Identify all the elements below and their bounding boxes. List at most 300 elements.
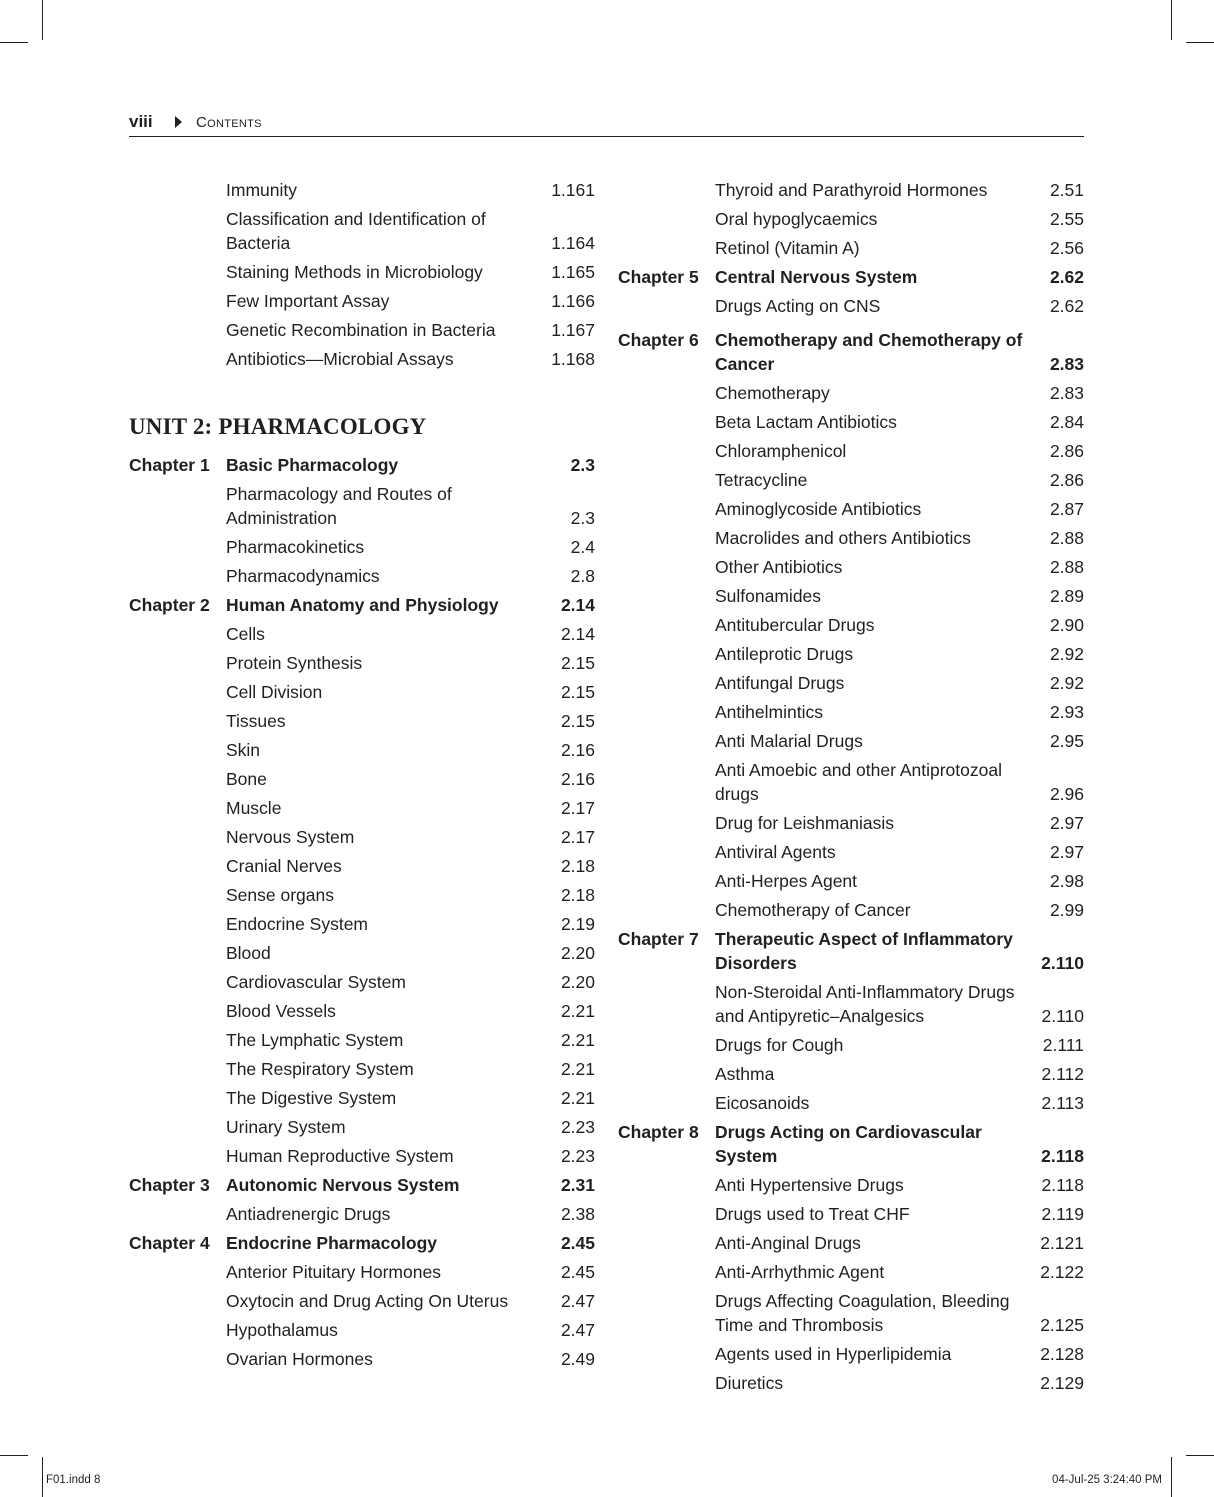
entry-title: Chloramphenicol [715,441,847,461]
page-number: 2.111 [1042,1035,1084,1055]
entry-title: Drugs Affecting Coagulation, Bleeding Time and Thrombosis [715,1291,1010,1335]
toc-entry-row [129,1115,595,1139]
toc-entry-row [618,1062,1084,1086]
toc-chapter-row [129,1173,595,1197]
entry-title: Skin [226,740,261,760]
page-number: 2.84 [1049,412,1084,432]
entry-title: Drugs Acting on CNS [715,296,881,316]
entry-title: Pharmacokinetics [226,537,365,557]
toc-entry-row [618,497,1084,521]
entry-title: Pharmacology and Routes of Administration [226,484,452,528]
page-number: 1.165 [551,262,595,282]
toc-entry-row [618,1371,1084,1395]
entry-title: Muscle [226,798,282,818]
chapter-label [618,1371,715,1395]
entry-title: Urinary System [226,1117,346,1137]
toc-entry-row [129,207,595,255]
chapter-label [618,869,715,893]
chapter-label [129,535,226,559]
page-number: 2.129 [1040,1373,1084,1393]
page-number: 2.83 [1049,354,1084,374]
entry-title: Oral hypoglycaemics [715,209,878,229]
page-number: 2.97 [1049,813,1084,833]
crop-mark [42,0,43,40]
page-number: 2.14 [560,624,595,644]
toc-entry-row [129,535,595,559]
entry-title: Anti-Arrhythmic Agent [715,1262,885,1282]
entry-title: Macrolides and others Antibiotics [715,528,971,548]
page-number: 2.17 [560,827,595,847]
chapter-label [618,439,715,463]
page-number: 2.3 [570,455,595,475]
toc-left-column [129,178,595,1376]
entry-title: Anti-Anginal Drugs [715,1233,861,1253]
toc-entry-row [129,709,595,733]
page-number: 2.8 [570,566,595,586]
toc-entry-row [129,1028,595,1052]
toc-chapter-row [618,328,1084,376]
toc-entry-row [618,898,1084,922]
chapter-label: Chapter 3 [129,1175,210,1195]
chapter-title: Basic Pharmacology [226,455,399,475]
page-number: 2.20 [560,943,595,963]
page-number: 2.55 [1049,209,1084,229]
chapter-label [618,1202,715,1226]
entry-title: Cardiovascular System [226,972,406,992]
toc-entry-row [618,869,1084,893]
chapter-label [129,289,226,313]
entry-title: Cranial Nerves [226,856,342,876]
chapter-label [618,671,715,695]
chapter-label [618,236,715,260]
toc-entry-row [618,700,1084,724]
toc-entry-row [618,468,1084,492]
toc-entry-row [618,584,1084,608]
chapter-label [129,347,226,371]
toc-entry-row [618,811,1084,835]
entry-title: Cells [226,624,265,644]
page-number: 1.168 [551,349,595,369]
entry-title: Blood Vessels [226,1001,336,1021]
entry-title: Antifungal Drugs [715,673,845,693]
entry-title: Nervous System [226,827,355,847]
entry-title: Tissues [226,711,286,731]
toc-entry-row [129,564,595,588]
page-number: 2.19 [560,914,595,934]
page-number: 2.47 [560,1320,595,1340]
toc-entry-row [129,1347,595,1371]
entry-title: Eicosanoids [715,1093,810,1113]
page-number: 2.99 [1049,900,1084,920]
chapter-label [618,1231,715,1255]
chapter-title: Human Anatomy and Physiology [226,595,499,615]
toc-right-entries [618,178,1084,1395]
entry-title: Sulfonamides [715,586,822,606]
chapter-label [129,912,226,936]
page-number: 1.161 [551,180,595,200]
chapter-label [129,825,226,849]
chapter-label [129,318,226,342]
toc-entry-row [618,294,1084,318]
page-number: 2.21 [560,1059,595,1079]
toc-entry-row [618,1289,1084,1337]
page-number: 2.62 [1049,267,1084,287]
chapter-label [129,1057,226,1081]
toc-entry-row [618,840,1084,864]
chapter-label [618,898,715,922]
entry-title: Anti Hypertensive Drugs [715,1175,904,1195]
entry-title: Hypothalamus [226,1320,338,1340]
toc-chapter-row [618,265,1084,289]
page-number: 2.15 [560,711,595,731]
entry-title: Antihelmintics [715,702,823,722]
toc-entry-row [618,729,1084,753]
chapter-title: Chemotherapy and Chemotherapy of Cancer [715,330,1023,374]
chapter-label [618,381,715,405]
toc-entry-row [129,825,595,849]
toc-entry-row [618,178,1084,202]
toc-entry-row [129,999,595,1023]
page-number: 2.23 [560,1117,595,1137]
toc-entry-row [129,1260,595,1284]
chapter-label [618,613,715,637]
toc-entry-row [129,260,595,284]
page-number: 1.164 [551,233,595,253]
page-number: 2.20 [560,972,595,992]
page-number: 2.51 [1049,180,1084,200]
toc-entry-row [129,854,595,878]
toc-unit-entries [129,453,595,1371]
crop-mark [1171,0,1172,40]
chapter-label [618,642,715,666]
page-number: 2.56 [1049,238,1084,258]
entry-title: Chemotherapy of Cancer [715,900,911,920]
chapter-label [618,840,715,864]
slug-timestamp: 04-Jul-25 3:24:40 PM [1052,1474,1162,1486]
entry-title: Genetic Recombination in Bacteria [226,320,496,340]
toc-entry-row [129,482,595,530]
chapter-label [129,207,226,255]
chapter-label [129,1202,226,1226]
chapter-label [618,1062,715,1086]
toc-entry-row [618,555,1084,579]
entry-title: Agents used in Hyperlipidemia [715,1344,952,1364]
chapter-label [129,178,226,202]
entry-title: Antitubercular Drugs [715,615,875,635]
entry-title: The Digestive System [226,1088,397,1108]
page-number: 2.118 [1041,1175,1084,1195]
entry-title: Thyroid and Parathyroid Hormones [715,180,988,200]
chapter-label [618,526,715,550]
chapter-label [129,482,226,530]
toc-entry-row [618,613,1084,637]
entry-title: Oxytocin and Drug Acting On Uterus [226,1291,509,1311]
toc-entry-row [618,980,1084,1028]
chapter-title: Therapeutic Aspect of Inflammatory Disorders [715,929,1013,973]
page-number: 1.167 [551,320,595,340]
toc-entry-row [129,912,595,936]
chapter-label [129,999,226,1023]
entry-title: Anterior Pituitary Hormones [226,1262,441,1282]
toc-entry-row [129,1144,595,1168]
page-number: 2.49 [560,1349,595,1369]
chapter-label [129,738,226,762]
entry-title: Anti Malarial Drugs [715,731,863,751]
page-number: 2.86 [1049,441,1084,461]
toc-entry-row [129,318,595,342]
entry-title: Human Reproductive System [226,1146,454,1166]
entry-title: Few Important Assay [226,291,390,311]
toc-entry-row [129,738,595,762]
entry-title: Diuretics [715,1373,784,1393]
entry-title: Non-Steroidal Anti-Inflammatory Drugs and Antipyretic–Analgesics [715,982,1015,1026]
chapter-label [618,1033,715,1057]
chapter-label [129,651,226,675]
chapter-label [618,584,715,608]
page-number: 2.17 [560,798,595,818]
toc-chapter-row [618,927,1084,975]
toc-entry-row [129,767,595,791]
chapter-label [129,564,226,588]
chapter-label: Chapter 2 [129,595,210,615]
chapter-label [618,468,715,492]
chapter-label [618,1289,715,1337]
chapter-label [618,1091,715,1115]
toc-entry-row [129,970,595,994]
page-number: 2.95 [1049,731,1084,751]
crop-mark [1186,1455,1214,1456]
page-number: 2.118 [1041,1146,1084,1166]
chapter-label [618,497,715,521]
crop-mark [1186,42,1214,43]
page-number: 2.122 [1040,1262,1084,1282]
chapter-label [129,1347,226,1371]
chapter-label [129,796,226,820]
chapter-label [129,1028,226,1052]
toc-entry-row [129,622,595,646]
chapter-label: Chapter 5 [618,267,699,287]
page-number: 2.88 [1049,528,1084,548]
page-number: 2.89 [1049,586,1084,606]
page-number: 2.88 [1049,557,1084,577]
entry-title: Other Antibiotics [715,557,843,577]
entry-title: Antiviral Agents [715,842,836,862]
page-number: 2.83 [1049,383,1084,403]
toc-chapter-row [129,1231,595,1255]
page-number: 2.98 [1049,871,1084,891]
page-number: 2.4 [570,537,595,557]
toc-entry-row [129,941,595,965]
entry-title: The Lymphatic System [226,1030,404,1050]
entry-title: Drugs for Cough [715,1035,844,1055]
page-number: 2.21 [560,1030,595,1050]
chapter-label [129,1318,226,1342]
toc-entry-row [129,1086,595,1110]
entry-title: Sense organs [226,885,334,905]
page-number: 2.45 [560,1233,595,1253]
page-number: 2.113 [1041,1093,1084,1113]
toc-entry-row [618,439,1084,463]
triangle-right-icon [175,116,182,128]
crop-mark [0,42,28,43]
chapter-label [129,260,226,284]
entry-title: Bone [226,769,267,789]
chapter-label [618,811,715,835]
chapter-label [129,767,226,791]
crop-mark [0,1455,28,1456]
toc-entry-row [618,758,1084,806]
crop-mark [1171,1457,1172,1497]
toc-entry-row [129,883,595,907]
chapter-title: Autonomic Nervous System [226,1175,460,1195]
entry-title: The Respiratory System [226,1059,414,1079]
chapter-label [129,1260,226,1284]
page-number: 2.23 [560,1146,595,1166]
chapter-label [129,941,226,965]
chapter-label [618,758,715,806]
page-number: 2.93 [1049,702,1084,722]
entry-title: Classification and Identification of Bacteria [226,209,486,253]
chapter-label: Chapter 7 [618,929,699,949]
page-number: 2.125 [1040,1315,1084,1335]
chapter-label: Chapter 1 [129,455,210,475]
page-number: 2.97 [1049,842,1084,862]
chapter-title: Drugs Acting on Cardiovascular System [715,1122,982,1166]
entry-title: Blood [226,943,271,963]
toc-chapter-row [129,593,595,617]
page-number: 2.16 [560,740,595,760]
page-number: 2.110 [1041,953,1084,973]
entry-title: Antileprotic Drugs [715,644,854,664]
toc-entry-row [618,1091,1084,1115]
toc-entry-row [618,410,1084,434]
entry-title: Cell Division [226,682,323,702]
chapter-label [618,729,715,753]
chapter-label [129,1144,226,1168]
toc-entry-row [618,1260,1084,1284]
entry-title: Antiadrenergic Drugs [226,1204,391,1224]
chapter-label [129,622,226,646]
page-number: 2.90 [1049,615,1084,635]
page-number: 2.121 [1040,1233,1084,1253]
entry-title: Beta Lactam Antibiotics [715,412,897,432]
page-number: 2.92 [1049,644,1084,664]
page-number: 2.15 [560,653,595,673]
toc-chapter-row [618,1120,1084,1168]
page-number: 2.87 [1049,499,1084,519]
page-number: 2.110 [1041,1006,1084,1026]
toc-entry-row [129,289,595,313]
toc-entry-row [129,178,595,202]
page-number: 2.96 [1049,784,1084,804]
entry-title: Endocrine System [226,914,369,934]
page-number: 2.62 [1049,296,1084,316]
entry-title: Aminoglycoside Antibiotics [715,499,922,519]
chapter-label [618,980,715,1028]
crop-mark [42,1457,43,1497]
chapter-label [129,970,226,994]
chapter-label [618,700,715,724]
chapter-label: Chapter 6 [618,330,699,350]
chapter-label [129,680,226,704]
page-number: 2.45 [560,1262,595,1282]
toc-entry-row [129,651,595,675]
entry-title: Antibiotics—Microbial Assays [226,349,454,369]
chapter-label [618,1173,715,1197]
unit-title: UNIT 2: PHARMACOLOGY [129,414,427,439]
toc-entry-row [129,1318,595,1342]
chapter-title: Endocrine Pharmacology [226,1233,438,1253]
page-number: 2.21 [560,1001,595,1021]
chapter-label: Chapter 4 [129,1233,210,1253]
page-number: 2.15 [560,682,595,702]
entry-title: Staining Methods in Microbiology [226,262,483,282]
entry-title: Protein Synthesis [226,653,363,673]
toc-entry-row [129,1289,595,1313]
page-number: 2.92 [1049,673,1084,693]
chapter-label [618,207,715,231]
chapter-label [129,854,226,878]
toc-chapter-row [129,453,595,477]
toc-entry-row [129,1057,595,1081]
chapter-label [129,709,226,733]
chapter-label [618,410,715,434]
page-number: 2.21 [560,1088,595,1108]
toc-entry-row [618,642,1084,666]
toc-entry-row [618,236,1084,260]
page-folio: viii [129,112,153,131]
entry-title: Ovarian Hormones [226,1349,373,1369]
toc-entry-row [618,1033,1084,1057]
toc-entry-row [129,1202,595,1226]
chapter-label: Chapter 8 [618,1122,699,1142]
toc-top-entries [129,178,595,371]
page-number: 2.47 [560,1291,595,1311]
page-number: 2.128 [1040,1344,1084,1364]
toc-entry-row [129,796,595,820]
chapter-title: Central Nervous System [715,267,918,287]
toc-entry-row [618,381,1084,405]
toc-entry-row [129,680,595,704]
page-number: 2.86 [1049,470,1084,490]
toc-entry-row [618,1202,1084,1226]
page-number: 2.3 [570,508,595,528]
entry-title: Drugs used to Treat CHF [715,1204,910,1224]
page-number: 2.112 [1041,1064,1084,1084]
chapter-label [618,555,715,579]
toc-right-column [618,178,1084,1400]
entry-title: Chemotherapy [715,383,830,403]
page-number: 2.18 [560,856,595,876]
entry-title: Tetracycline [715,470,808,490]
toc-entry-row [618,1231,1084,1255]
entry-title: Asthma [715,1064,775,1084]
page-number: 2.14 [560,595,595,615]
slug-file-info: F01.indd 8 [46,1474,101,1486]
entry-title: Drug for Leishmaniasis [715,813,894,833]
toc-entry-row [129,347,595,371]
page-number: 2.38 [560,1204,595,1224]
chapter-label [618,1342,715,1366]
toc-entry-row [618,1342,1084,1366]
chapter-label [618,1260,715,1284]
toc-entry-row [618,671,1084,695]
page-number: 2.16 [560,769,595,789]
chapter-label [618,178,715,202]
page-number: 2.31 [560,1175,595,1195]
chapter-label [129,883,226,907]
chapter-label [129,1086,226,1110]
